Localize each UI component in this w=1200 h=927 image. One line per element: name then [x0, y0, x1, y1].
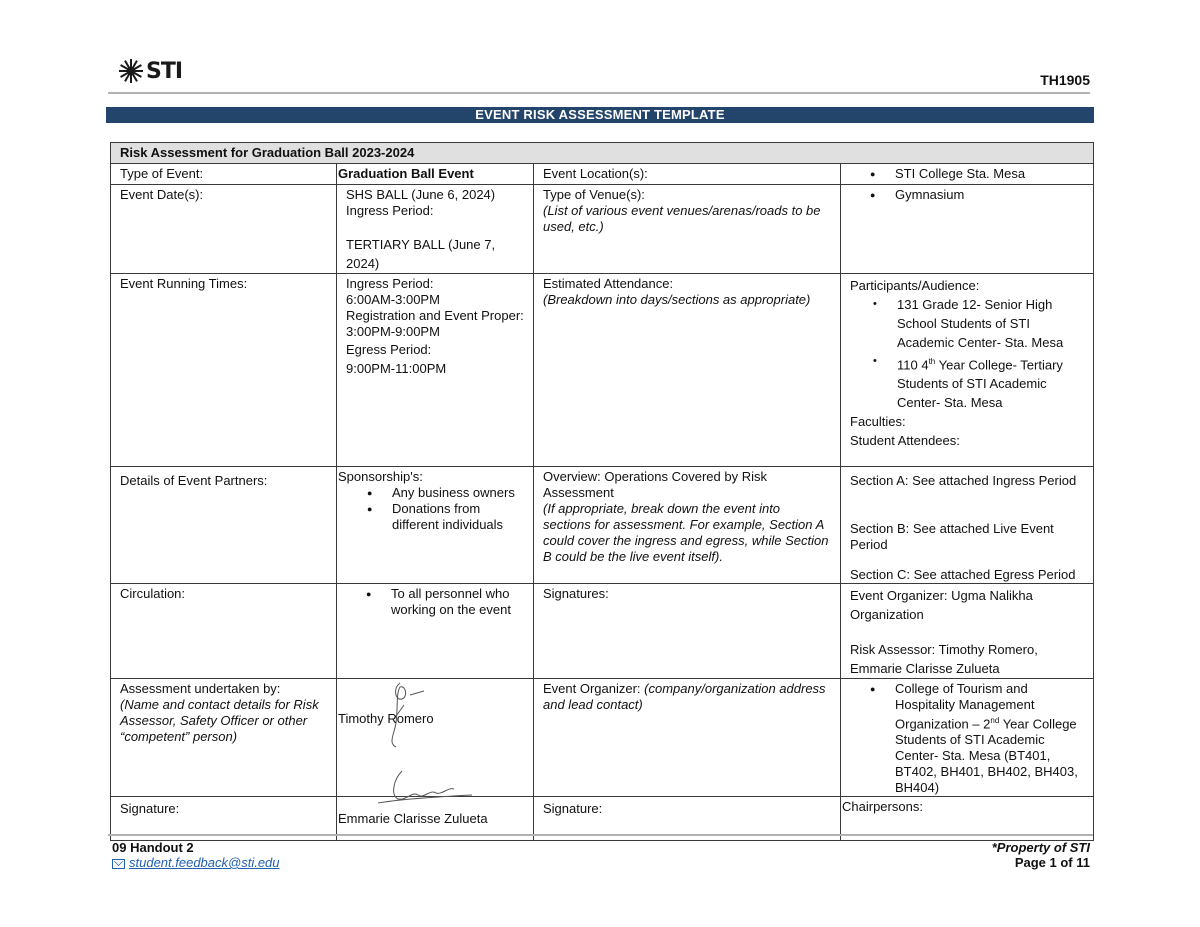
sti-logo: [118, 58, 182, 84]
table-title-row: [111, 143, 1094, 164]
running-times-label: Event Running Times:: [111, 274, 337, 467]
signature-label-2: Signature:: [534, 797, 841, 841]
risk-assessment-table: [110, 142, 1094, 841]
footer-right: [992, 840, 1090, 870]
table-row: [111, 467, 1094, 584]
ingress-period-label: Ingress Period:: [346, 203, 434, 218]
organizer-address-label: Event Organizer:: [543, 681, 641, 696]
section-c: Section C: See attached Egress Period: [850, 567, 1076, 582]
footer-left: [112, 840, 280, 870]
sti-globe-icon: [118, 58, 144, 84]
venue-value: ● Gymnasium: [895, 187, 1084, 203]
sponsorship-label: Sponsorship's:: [338, 469, 423, 484]
section-b: Section B: See attached Live Event Period: [850, 521, 1054, 552]
faculties-label: Faculties:: [850, 414, 906, 430]
event-organizer: Event Organizer: Ugma Nalikha Organization: [850, 588, 1033, 622]
event-type-label: Type of Event:: [111, 164, 337, 185]
participants-cell: [841, 274, 1094, 467]
organizer-assessor-cell: [841, 584, 1094, 679]
signatures-label: Signatures:: [534, 584, 841, 679]
running-times-cell: [337, 274, 534, 467]
banner-title: EVENT RISK ASSESSMENT TEMPLATE: [106, 107, 1094, 123]
table-row: [111, 164, 1094, 185]
feedback-email-link[interactable]: student.feedback@sti.edu: [129, 855, 280, 870]
sponsor-item: ● Donations from different individuals: [392, 501, 524, 533]
circulation-label: Circulation:: [111, 584, 337, 679]
student-attendees-label: Student Attendees:: [850, 433, 960, 449]
participant-item: • 110 4th Year College- Tertiary Students of STI Academic Center- Sta. Mesa: [897, 352, 1084, 412]
attendance-hint: (Breakdown into days/sections as appropriate): [543, 292, 811, 307]
sponsorship-cell: [337, 467, 534, 584]
event-location-cell: [841, 164, 1094, 185]
property-label: *Property of STI: [991, 840, 1090, 855]
event-location-value: ● STI College Sta. Mesa: [895, 166, 1084, 182]
chairpersons-label: Chairpersons:: [841, 797, 1094, 841]
venue-type-cell: [534, 185, 841, 274]
attendance-label: Estimated Attendance:: [543, 276, 674, 291]
event-dates-label: Event Date(s):: [111, 185, 337, 274]
venue-type-label: Type of Venue(s):: [543, 187, 645, 202]
circulation-cell: [337, 584, 534, 679]
time-line: 6:00AM-3:00PM: [346, 292, 440, 307]
venue-cell: [841, 185, 1094, 274]
overview-label: Overview: Operations Covered by Risk Assessment: [543, 469, 767, 500]
assessor-name: Timothy Romero: [338, 711, 434, 726]
document-code: TH1905: [1040, 72, 1090, 88]
table-row: [111, 274, 1094, 467]
table-title: Risk Assessment for Graduation Ball 2023-2024: [111, 143, 1094, 164]
organization-cell: [841, 679, 1094, 797]
venue-type-hint: (List of various event venues/arenas/roads to be used, etc.): [543, 203, 821, 234]
time-line: 3:00PM-9:00PM: [346, 324, 440, 339]
circulation-value: ● To all personnel who working on the event: [391, 586, 524, 618]
organization-value: ● College of Tourism and Hospitality Management Organization – 2nd Year College Students of STI Academic Center- Sta. Mesa (BT401, BT402, BH401, BH402, BH403, BH404): [895, 681, 1084, 796]
time-line: Egress Period:: [346, 342, 432, 357]
emmarie-signature: [372, 765, 482, 813]
event-type-value: Graduation Ball Event: [337, 164, 534, 185]
shs-ball-date: SHS BALL (June 6, 2024): [346, 187, 496, 202]
signer-name: Emmarie Clarisse Zulueta: [338, 811, 488, 827]
event-partners-label: Details of Event Partners:: [111, 467, 337, 584]
logo-text: STI: [146, 58, 183, 84]
sponsor-item: ● Any business owners: [392, 485, 524, 501]
overview-cell: [534, 467, 841, 584]
table-row: [111, 679, 1094, 797]
overview-hint: (If appropriate, break down the event into sections for assessment. For example, Section A could cover the ingress and egress, while Section B could be the live event itself).: [543, 501, 829, 564]
time-line: Ingress Period:: [346, 276, 434, 291]
tertiary-ball-date: TERTIARY BALL (June 7, 2024): [346, 237, 496, 271]
time-line: 9:00PM-11:00PM: [346, 361, 447, 376]
handout-label: 09 Handout 2: [112, 840, 194, 855]
organizer-address-hint: (company/organization address and lead contact): [543, 681, 826, 712]
assessment-cell: [111, 679, 337, 797]
signature-label: Signature:: [111, 797, 337, 841]
organizer-address-cell: [534, 679, 841, 797]
section-a: Section A: See attached Ingress Period: [850, 473, 1077, 488]
participants-label: Participants/Audience:: [850, 278, 980, 293]
mail-icon: [112, 859, 125, 869]
page-number: Page 1 of 11: [1014, 855, 1090, 870]
risk-assessor: Risk Assessor: Timothy Romero, Emmarie Clarisse Zulueta: [850, 642, 1038, 676]
assessment-label: Assessment undertaken by:: [120, 681, 281, 696]
table-row: [111, 584, 1094, 679]
table-row: [111, 185, 1094, 274]
header-divider: [108, 92, 1090, 94]
time-line: Registration and Event Proper:: [346, 308, 524, 323]
participant-item: • 131 Grade 12- Senior High School Students of STI Academic Center- Sta. Mesa: [897, 295, 1084, 352]
assessment-hint: (Name and contact details for Risk Assessor, Safety Officer or other “competent” person): [120, 697, 319, 744]
attendance-cell: [534, 274, 841, 467]
footer-divider: [108, 834, 1093, 836]
event-dates-cell: [337, 185, 534, 274]
event-location-label: Event Location(s):: [534, 164, 841, 185]
sections-cell: [841, 467, 1094, 584]
